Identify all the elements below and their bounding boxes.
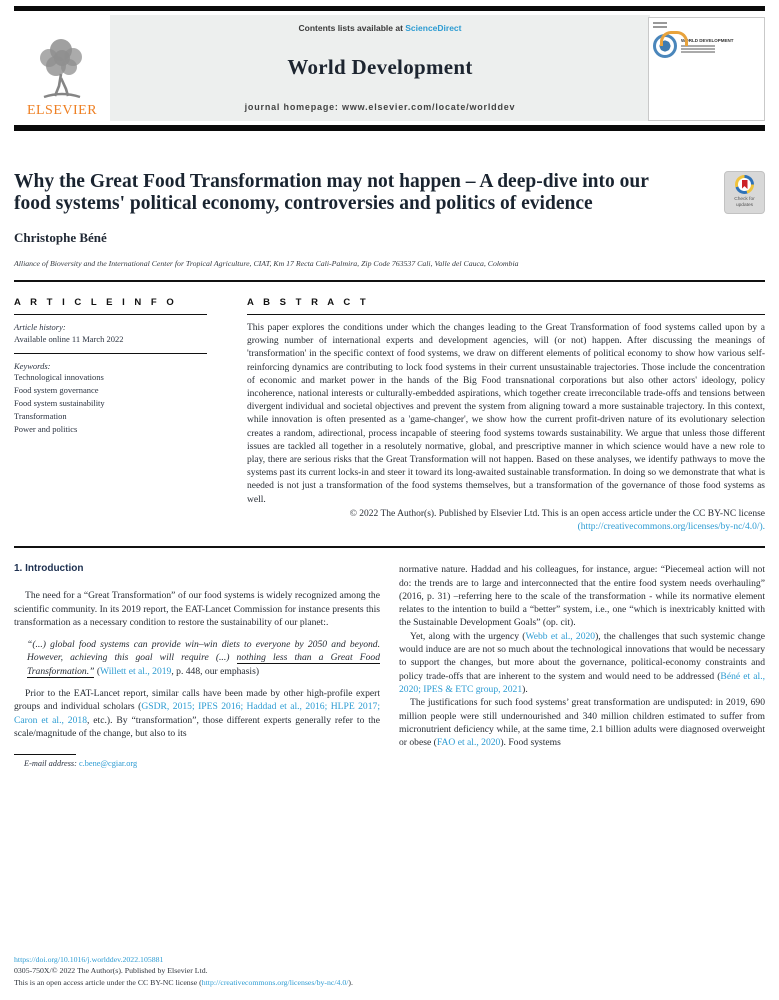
- keyword-list: [14, 371, 207, 436]
- check-for-updates-button[interactable]: [724, 171, 765, 214]
- citation-link[interactable]: Willett et al., 2019: [100, 665, 172, 677]
- email-link[interactable]: c.bene@cgiar.org: [79, 759, 138, 769]
- info-abstract-section: [14, 297, 765, 534]
- journal-banner: [110, 15, 650, 121]
- license-link[interactable]: http://creativecommons.org/licenses/by-nc/4.0/: [201, 977, 349, 987]
- text-run: (: [94, 665, 101, 677]
- article-history-label: Article history:: [14, 322, 66, 332]
- keyword-item: Food system governance: [14, 385, 99, 395]
- journal-cover-thumbnail[interactable]: [648, 17, 765, 121]
- title-row: [14, 171, 765, 215]
- author-name: Christophe Béné: [14, 230, 107, 245]
- header-bottom-rule: [14, 125, 765, 131]
- issn-copyright-line: 0305-750X/© 2022 The Author(s). Published by Elsevier Ltd.: [14, 966, 208, 975]
- doi-link[interactable]: https://doi.org/10.1016/j.worlddev.2022.105881: [14, 954, 164, 964]
- text-run: This is an open access article under the CC BY-NC license (: [14, 977, 202, 987]
- top-rule: [14, 6, 765, 11]
- page-title: Why the Great Food Transformation may not happen – A deep-dive into our food systems' political economy, controversies and politics of evidence: [14, 171, 649, 214]
- elsevier-logo: [14, 15, 110, 121]
- elsevier-wordmark: ELSEVIER: [26, 103, 98, 118]
- journal-title: World Development: [287, 55, 473, 79]
- citation-link[interactable]: Béné et al., 2020; IPES & ETC group, 2021: [399, 670, 765, 695]
- body-left-column: [14, 563, 380, 768]
- text-run: The justifications for such food systems’ great transformation are undisputed: in 2019, 690 million people were still undernourished and 340 million children estimated to suffer from micronutrient deficiency while, at the same time, 2.1 billion adults were diagnosed overweight or obese (: [399, 697, 765, 749]
- journal-homepage-link[interactable]: journal homepage: www.elsevier.com/locate/worlddev: [244, 102, 516, 112]
- cover-title-text: WORLD DEVELOPMENT: [681, 38, 734, 44]
- text-run: , etc.). By “transformation”, those different experts generally refer to the scale/magnitude of the change, but also to its: [14, 714, 380, 739]
- sciencedirect-link[interactable]: ScienceDirect: [405, 23, 462, 33]
- cover-brand: [653, 34, 760, 58]
- text-run: Prior to the EAT-Lancet report, similar calls have been made by other high-profile expert groups and individual scholars (: [14, 688, 380, 713]
- title-divider: [14, 280, 765, 282]
- footnote-rule: [14, 754, 76, 755]
- text-run: “(...) global food systems can provide win–win diets to everyone by 2050 and beyond. However, achieving this goal will require (...): [27, 639, 380, 664]
- text-run: Yet, along with the urgency (: [410, 630, 526, 642]
- paragraph: [399, 630, 765, 696]
- elsevier-tree-icon: [29, 36, 95, 102]
- abstract-heading: A B S T R A C T: [247, 297, 370, 308]
- keyword-item: Food system sustainability: [14, 398, 105, 408]
- footnote: [14, 754, 380, 768]
- text-run: ). Food systems: [500, 737, 561, 749]
- info-rule: [14, 314, 207, 315]
- keyword-item: Transformation: [14, 411, 67, 421]
- email-label: E-mail address:: [24, 759, 79, 769]
- license-url[interactable]: (http://creativecommons.org/licenses/by-nc/4.0/).: [577, 522, 765, 533]
- text-run: , p. 448, our emphasis): [171, 665, 260, 677]
- citation-link[interactable]: FAO et al., 2020: [436, 737, 501, 749]
- footer-license-line: [14, 977, 353, 989]
- abstract-rule: [247, 314, 765, 315]
- abstract-license-link[interactable]: [247, 521, 765, 534]
- abstract-bottom-rule: [14, 546, 765, 548]
- citation-link[interactable]: Webb et al., 2020: [525, 630, 596, 642]
- article-info-column: [14, 297, 207, 534]
- paragraph: The need for a “Great Transformation” of our food systems is widely recognized among the scientific community. In its 2019 report, the EAT-Lancet Commission for instance presents this transformation as a necessary condition to restore the sustainability of our planet:.: [14, 590, 380, 628]
- world-development-logo-icon: [653, 34, 677, 58]
- cover-mini-text: [653, 22, 667, 28]
- cover-subtitle-lines: [681, 45, 734, 53]
- check-updates-icon: [735, 175, 754, 194]
- journal-header-main: [14, 15, 650, 121]
- check-updates-label: Check for updates: [734, 197, 755, 208]
- abstract-copyright: © 2022 The Author(s). Published by Elsevier Ltd. This is an open access article under the CC BY-NC license: [349, 508, 765, 519]
- paragraph: [399, 696, 765, 749]
- contents-line: [299, 23, 462, 33]
- text-run: nothing less than a Great Food Transformation.”: [27, 652, 380, 677]
- paragraph: [14, 687, 380, 740]
- body-columns: [14, 563, 765, 768]
- journal-header: [14, 15, 765, 121]
- text-run: ).: [522, 683, 528, 695]
- article-info-heading: A R T I C L E I N F O: [14, 297, 178, 308]
- citation-link[interactable]: GSDR, 2015; IPES 2016; Haddad et al., 2016; HLPE 2017; Caron et al., 2018: [14, 701, 380, 726]
- cover-title: [681, 38, 734, 53]
- body-right-column: [399, 563, 765, 768]
- author-affiliation: Alliance of Bioversity and the International Center for Tropical Agriculture, CIAT, Km 17 Recta Cali-Palmira, Zip Code 763537 Cali, Valle del Cauca, Colombia: [14, 259, 519, 268]
- page-footer: [14, 954, 353, 989]
- block-quote: [27, 638, 380, 678]
- section-heading-introduction: 1. Introduction: [14, 563, 84, 575]
- keyword-item: Technological innovations: [14, 372, 104, 382]
- keyword-item: Power and politics: [14, 424, 78, 434]
- abstract-column: [247, 297, 765, 534]
- keywords-label: Keywords:: [14, 361, 51, 371]
- text-run: ).: [348, 977, 353, 987]
- email-line: [14, 759, 380, 768]
- abstract-text: This paper explores the conditions under which the changes leading to the Great Transformation of food systems called upon by a growing number of international experts and development agencies, will (or not) happen. After discussing the meanings of 'transformation' in the specific context of food systems, we draw on different elements of political economy to show how various self-reinforcing dynamics are contributing to lock food systems in their current unsustainable trajectories. Those include the concentration of economic and market power in the hands of the Big Food transnational corporations but also other actors' ideology, policy incoherence, national interests or culturally-embedded aspirations, which together create irreconcilable trade-offs and tensions between divergent individual and societal objectives and prevent the system from aligning toward a more sustainable trajectory. In this context, while innovation is often presented as a 'game-changer', we show how the current profit-driven nature of its evolutionary selection creates a random, adirectional, process incapable of steering food systems towards sustainability. We argue that unless those different issues are tackled all together in a resolutely normative, global, and prescriptive manner in which science would have a new role to play, there are serious risks that the Great Transformation will not happen. Based on these analyses, we identify pathways to move the systems past its current locks-in and steer it toward its long-awaited sustainable transformation. In doing so we demonstrate that what is needed is not just a transformation of the food systems themselves, but a transformation of the governance of those food systems as well.: [247, 323, 765, 505]
- contents-prefix: Contents lists available at: [298, 23, 406, 33]
- article-history-value: Available online 11 March 2022: [14, 334, 124, 344]
- paragraph: normative nature. Haddad and his colleagues, for instance, argue: “Piecemeal action will not do: the trends are to large and interconnected that the entire food system needs overhauling” (2016, p. 31) –referring here to the scale of the transformation - while its normative element relates to the intention to build a “better” system, i.e., one “which is inextricably knitted with the Sustainable Development Goals” (op. cit).: [399, 564, 765, 629]
- info-divider: [14, 353, 207, 354]
- text-run: ), the challenges that such systemic change would induce are are not so much about the technological innovations that would be necessary to support the changes, but more about the governance, political-economy constraints and policy trade-offs that are inherent to the system and would need to be addressed (: [399, 630, 765, 682]
